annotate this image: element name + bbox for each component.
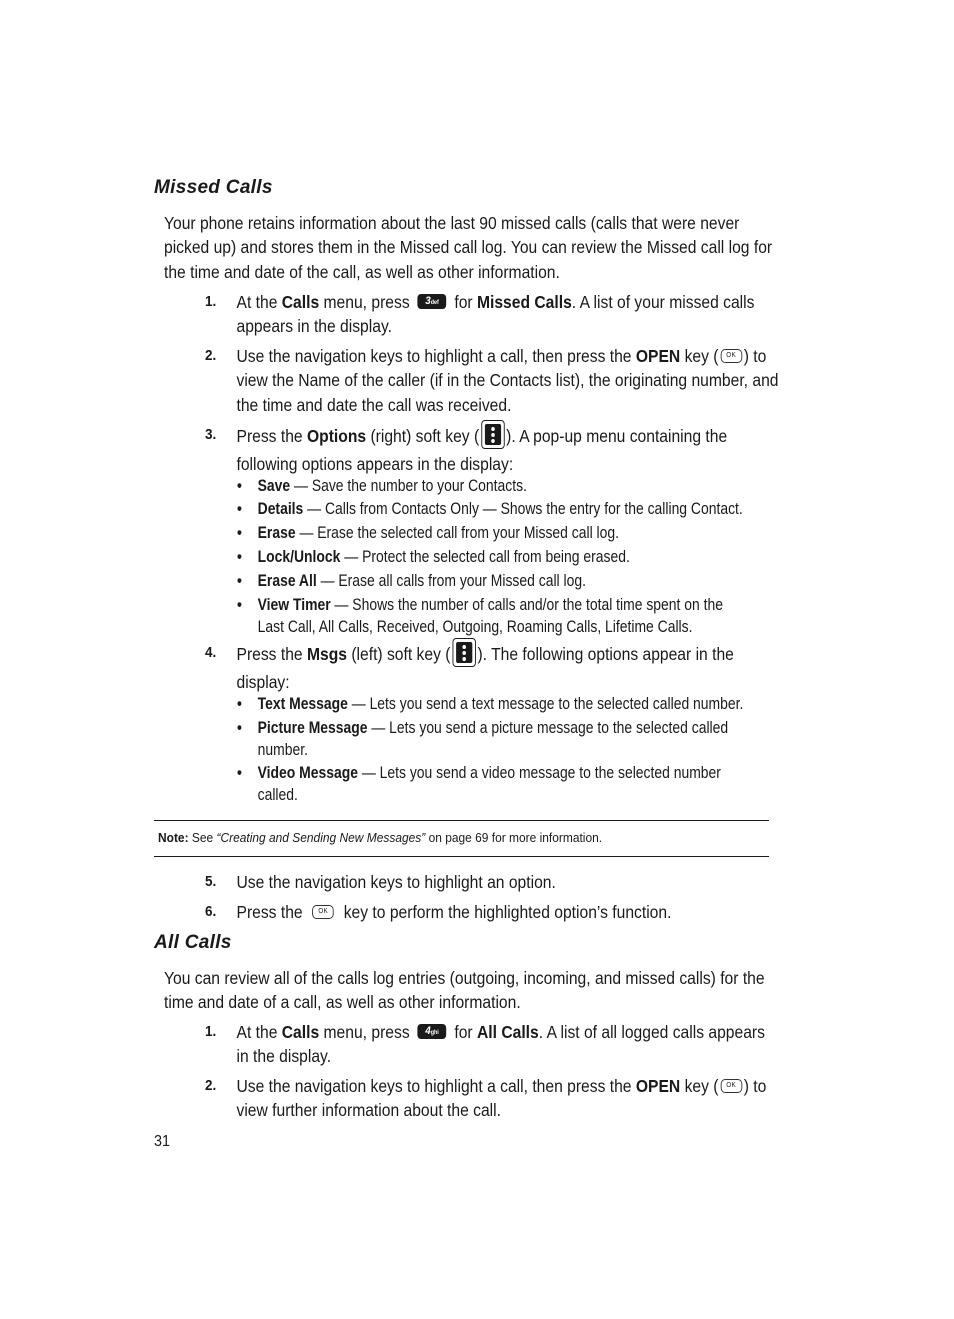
- bullet-icon: •: [237, 548, 242, 566]
- step-text: Press the OK key to perform the highlighted option’s function.: [236, 902, 672, 922]
- bullet-icon: •: [237, 572, 242, 590]
- missed-step-5: [205, 870, 781, 894]
- section-heading-all-calls: All Calls: [154, 932, 232, 953]
- step-text: Press the Msgs (left) soft key ( ). The following options appear in the display:: [237, 641, 782, 694]
- missed-step-3: [205, 423, 781, 476]
- step-text: Use the navigation keys to highlight a call, then press the OPEN key ( OK ) to view further information about the call.: [236, 1076, 767, 1121]
- step-text: At the Calls menu, press 4ghi for All Calls. A list of all logged calls appears in the display.: [236, 1022, 765, 1067]
- bullet-icon: •: [237, 500, 242, 518]
- bullet-icon: •: [237, 719, 242, 737]
- step-text: Press the Options (right) soft key ( ). A pop-up menu containing the following options appears in the display:: [237, 423, 782, 476]
- step-text: At the Calls menu, press 3def for Missed Calls. A list of your missed calls appears in the display.: [236, 292, 755, 337]
- step-text: Use the navigation keys to highlight a call, then press the OPEN key ( OK ) to view the Name of the caller (if in the Contacts list), the originating number, and the time and date the call was received.: [236, 346, 779, 415]
- missed-step-2: [205, 344, 781, 417]
- option-erase-all: • Erase All — Erase all calls from your Missed call log.: [237, 571, 744, 593]
- all-calls-intro: You can review all of the calls log entries (outgoing, incoming, and missed calls) for the time and date of a call, as well as other information.: [164, 968, 765, 1013]
- option-details: • Details — Calls from Contacts Only — Shows the entry for the calling Contact.: [237, 499, 744, 521]
- note-text: Note: See “Creating and Sending New Messages” on page 69 for more information.: [158, 830, 603, 845]
- bullet-icon: •: [237, 596, 242, 614]
- step-number: 4.: [205, 644, 217, 661]
- bullet-icon: •: [237, 695, 242, 713]
- missed-step-6: [205, 900, 781, 924]
- all-step-2: [205, 1074, 781, 1123]
- missed-step-4: [205, 641, 781, 694]
- step-number: 2.: [205, 347, 217, 364]
- section-heading-missed-calls: Missed Calls: [154, 177, 273, 198]
- right-soft-key-icon: [481, 420, 504, 449]
- bullet-icon: •: [237, 764, 242, 782]
- option-lock-unlock: • Lock/Unlock — Protect the selected call from being erased.: [237, 547, 744, 569]
- bullet-icon: •: [237, 477, 242, 495]
- left-soft-key-icon: [452, 638, 475, 667]
- option-save: • Save — Save the number to your Contacts.: [237, 476, 744, 498]
- bullet-icon: •: [237, 524, 242, 542]
- all-step-1: [205, 1020, 781, 1069]
- step-text: Use the navigation keys to highlight an option.: [236, 872, 556, 892]
- ok-key-icon: OK: [720, 1079, 742, 1093]
- option-picture-message: • Picture Message — Lets you send a picture message to the selected called number.: [237, 719, 729, 759]
- missed-calls-intro: Your phone retains information about the last 90 missed calls (calls that were never picked up) and stores them in the Missed call log. You can review the Missed call log for the time and date of the call, as well as other information.: [164, 213, 773, 282]
- key-4-icon: 4ghi: [418, 1024, 447, 1039]
- option-text-message: • Text Message — Lets you send a text message to the selected called number.: [237, 694, 744, 716]
- option-view-timer: • View Timer — Shows the number of calls and/or the total time spent on the Last Call, All Calls, Received, Outgoing, Roaming Calls, Lifetime Calls.: [237, 596, 723, 636]
- ok-key-icon: OK: [312, 905, 334, 919]
- missed-step-1: [205, 290, 781, 339]
- page-number: 31: [154, 1133, 171, 1150]
- step-number: 2.: [205, 1077, 217, 1094]
- step-number: 6.: [205, 903, 217, 920]
- option-erase: • Erase — Erase the selected call from your Missed call log.: [237, 523, 744, 545]
- step-number: 5.: [205, 873, 217, 890]
- step-number: 3.: [205, 426, 217, 443]
- ok-key-icon: OK: [720, 349, 742, 363]
- step-number: 1.: [205, 293, 217, 310]
- note-box: [154, 820, 769, 857]
- key-3-icon: 3def: [418, 294, 447, 309]
- step-number: 1.: [205, 1023, 217, 1040]
- option-video-message: • Video Message — Lets you send a video message to the selected number called.: [237, 764, 721, 804]
